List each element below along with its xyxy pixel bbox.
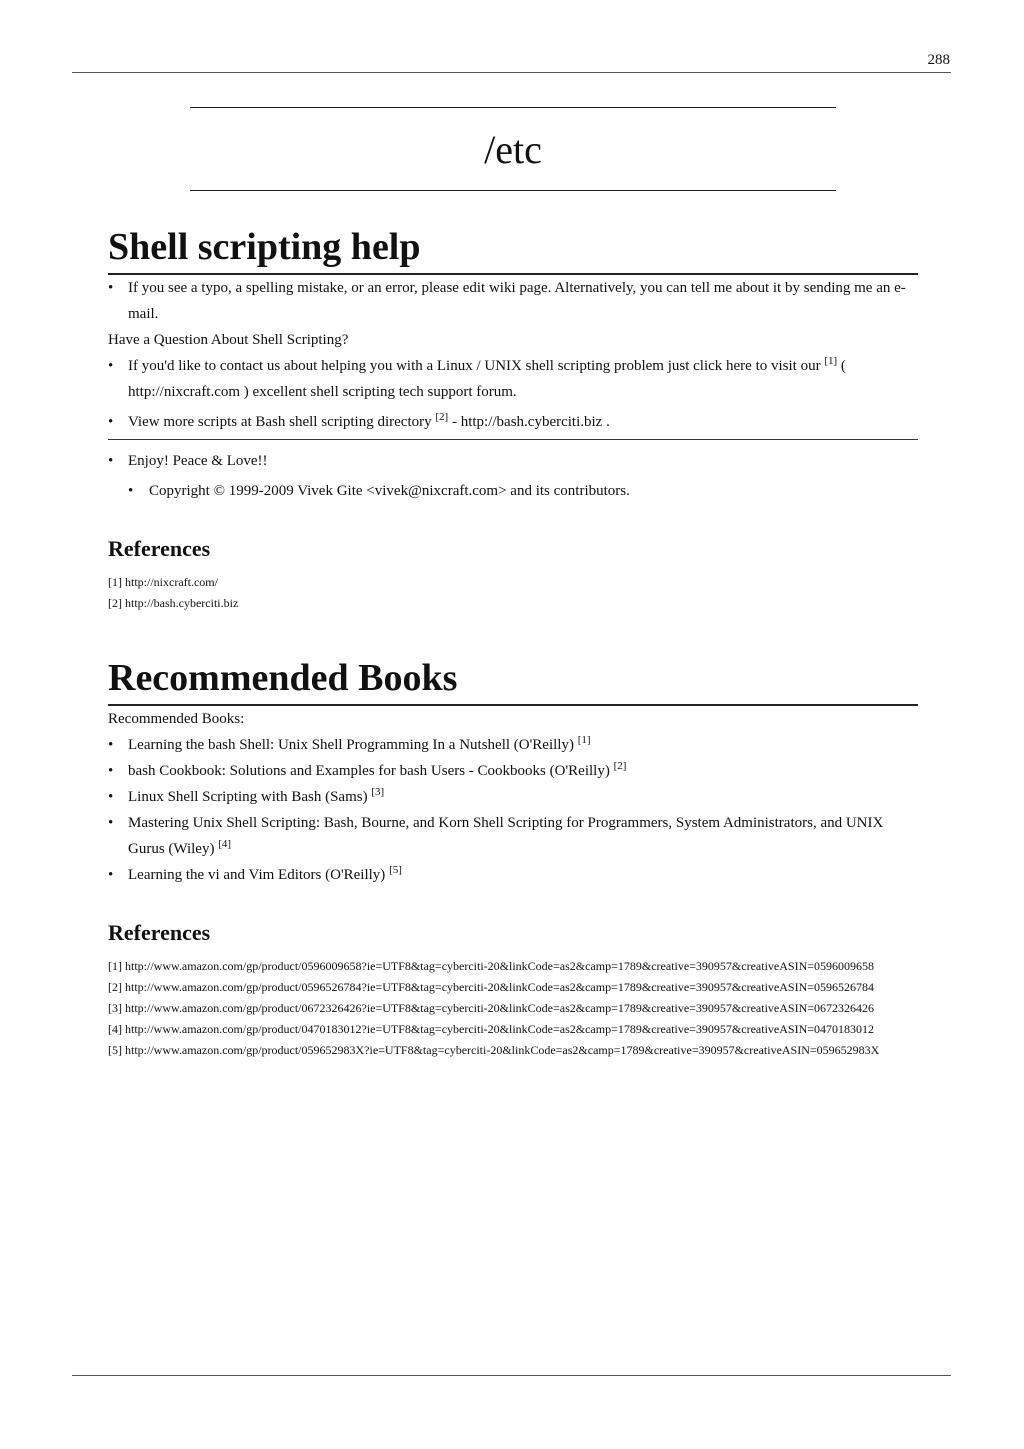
reference-item[interactable]: [4] http://www.amazon.com/gp/product/0470183012?ie=UTF8&tag=cyberciti-20&linkCode=as2&camp=1789&creative=390957&creativeASIN=0470183012 — [108, 1022, 874, 1036]
reference-item[interactable]: [2] http://bash.cyberciti.biz — [108, 596, 239, 610]
book-title: Linux Shell Scripting with Bash (Sams) — [128, 789, 368, 805]
help-bullet-list — [108, 275, 918, 327]
footnote-ref-link[interactable]: [1] — [824, 355, 838, 367]
page-number: 288 — [927, 52, 950, 68]
bullet-text: View more scripts at Bash shell scripting directory — [128, 414, 432, 430]
book-title: Mastering Unix Shell Scripting: Bash, Bourne, and Korn Shell Scripting for Programmers, System Administrators, and UNIX Gurus (Wiley) — [128, 815, 884, 857]
references-heading: References — [108, 920, 211, 945]
part-title-box — [190, 107, 836, 191]
list-item: • Copyright © 1999-2009 Vivek Gite <vivek@nixcraft.com> and its contributors. — [128, 478, 918, 504]
question-text: Have a Question About Shell Scripting? — [108, 332, 349, 348]
section-recommended-books — [108, 656, 918, 1061]
book-title: bash Cookbook: Solutions and Examples for bash Users - Cookbooks (O'Reilly) — [128, 763, 610, 779]
page-content — [108, 107, 918, 1061]
list-item — [108, 732, 918, 758]
books-intro: Recommended Books: — [108, 711, 245, 727]
footnote-ref-link[interactable]: [3] — [371, 786, 385, 798]
book-title: Learning the vi and Vim Editors (O'Reilly) — [128, 867, 386, 883]
footnote-ref-link[interactable]: [1] — [577, 734, 591, 746]
chapter-title-recommended-books: Recommended Books — [108, 656, 918, 706]
list-item — [108, 758, 918, 784]
footnote-ref-link[interactable]: [4] — [218, 838, 232, 850]
list-item — [108, 409, 918, 435]
references-heading: References — [108, 536, 211, 561]
list-item — [108, 784, 918, 810]
footnote-ref-link[interactable]: [5] — [389, 864, 402, 876]
chapter-title-shell-scripting-help: Shell scripting help — [108, 225, 918, 275]
reference-item[interactable]: [1] http://nixcraft.com/ — [108, 575, 218, 589]
sub-bullet-list — [128, 478, 918, 504]
bullet-text: If you'd like to contact us about helping you with a Linux / UNIX shell scripting problem just click here to visit our — [128, 358, 821, 374]
footnote-ref-link[interactable]: [2] — [435, 411, 449, 423]
list-item: • If you see a typo, a spelling mistake, or an error, please edit wiki page. Alternatively, you can tell me about it by sending me an e-mail. — [108, 275, 918, 327]
bullet-text: - http://bash.cyberciti.biz . — [451, 414, 610, 430]
references-list — [108, 572, 918, 614]
list-item: • Enjoy! Peace & Love!! — [108, 448, 918, 474]
section-shell-scripting-help — [108, 225, 918, 614]
reference-item[interactable]: [5] http://www.amazon.com/gp/product/059652983X?ie=UTF8&tag=cyberciti-20&linkCode=as2&camp=1789&creative=390957&creativeASIN=059652983X — [108, 1043, 880, 1057]
reference-item[interactable]: [1] http://www.amazon.com/gp/product/0596009658?ie=UTF8&tag=cyberciti-20&linkCode=as2&camp=1789&creative=390957&creativeASIN=0596009658 — [108, 959, 874, 973]
list-item — [108, 810, 918, 862]
list-item — [108, 862, 918, 888]
help-bullet-list-2 — [108, 353, 918, 435]
divider — [108, 439, 918, 440]
books-list — [108, 732, 918, 888]
part-title: /etc — [484, 126, 542, 172]
list-item — [108, 353, 918, 405]
footer-rule — [72, 1375, 951, 1376]
footnote-ref-link[interactable]: [2] — [613, 760, 627, 772]
header-rule — [72, 72, 951, 73]
references-list — [108, 956, 918, 1061]
reference-item[interactable]: [3] http://www.amazon.com/gp/product/0672326426?ie=UTF8&tag=cyberciti-20&linkCode=as2&camp=1789&creative=390957&creativeASIN=0672326426 — [108, 1001, 874, 1015]
bullet-text: ( http://nixcraft.com ) excellent shell scripting tech support forum. — [128, 358, 846, 400]
reference-item[interactable]: [2] http://www.amazon.com/gp/product/0596526784?ie=UTF8&tag=cyberciti-20&linkCode=as2&camp=1789&creative=390957&creativeASIN=0596526784 — [108, 980, 874, 994]
closing-bullet-list — [108, 448, 918, 474]
book-title: Learning the bash Shell: Unix Shell Programming In a Nutshell (O'Reilly) — [128, 737, 574, 753]
